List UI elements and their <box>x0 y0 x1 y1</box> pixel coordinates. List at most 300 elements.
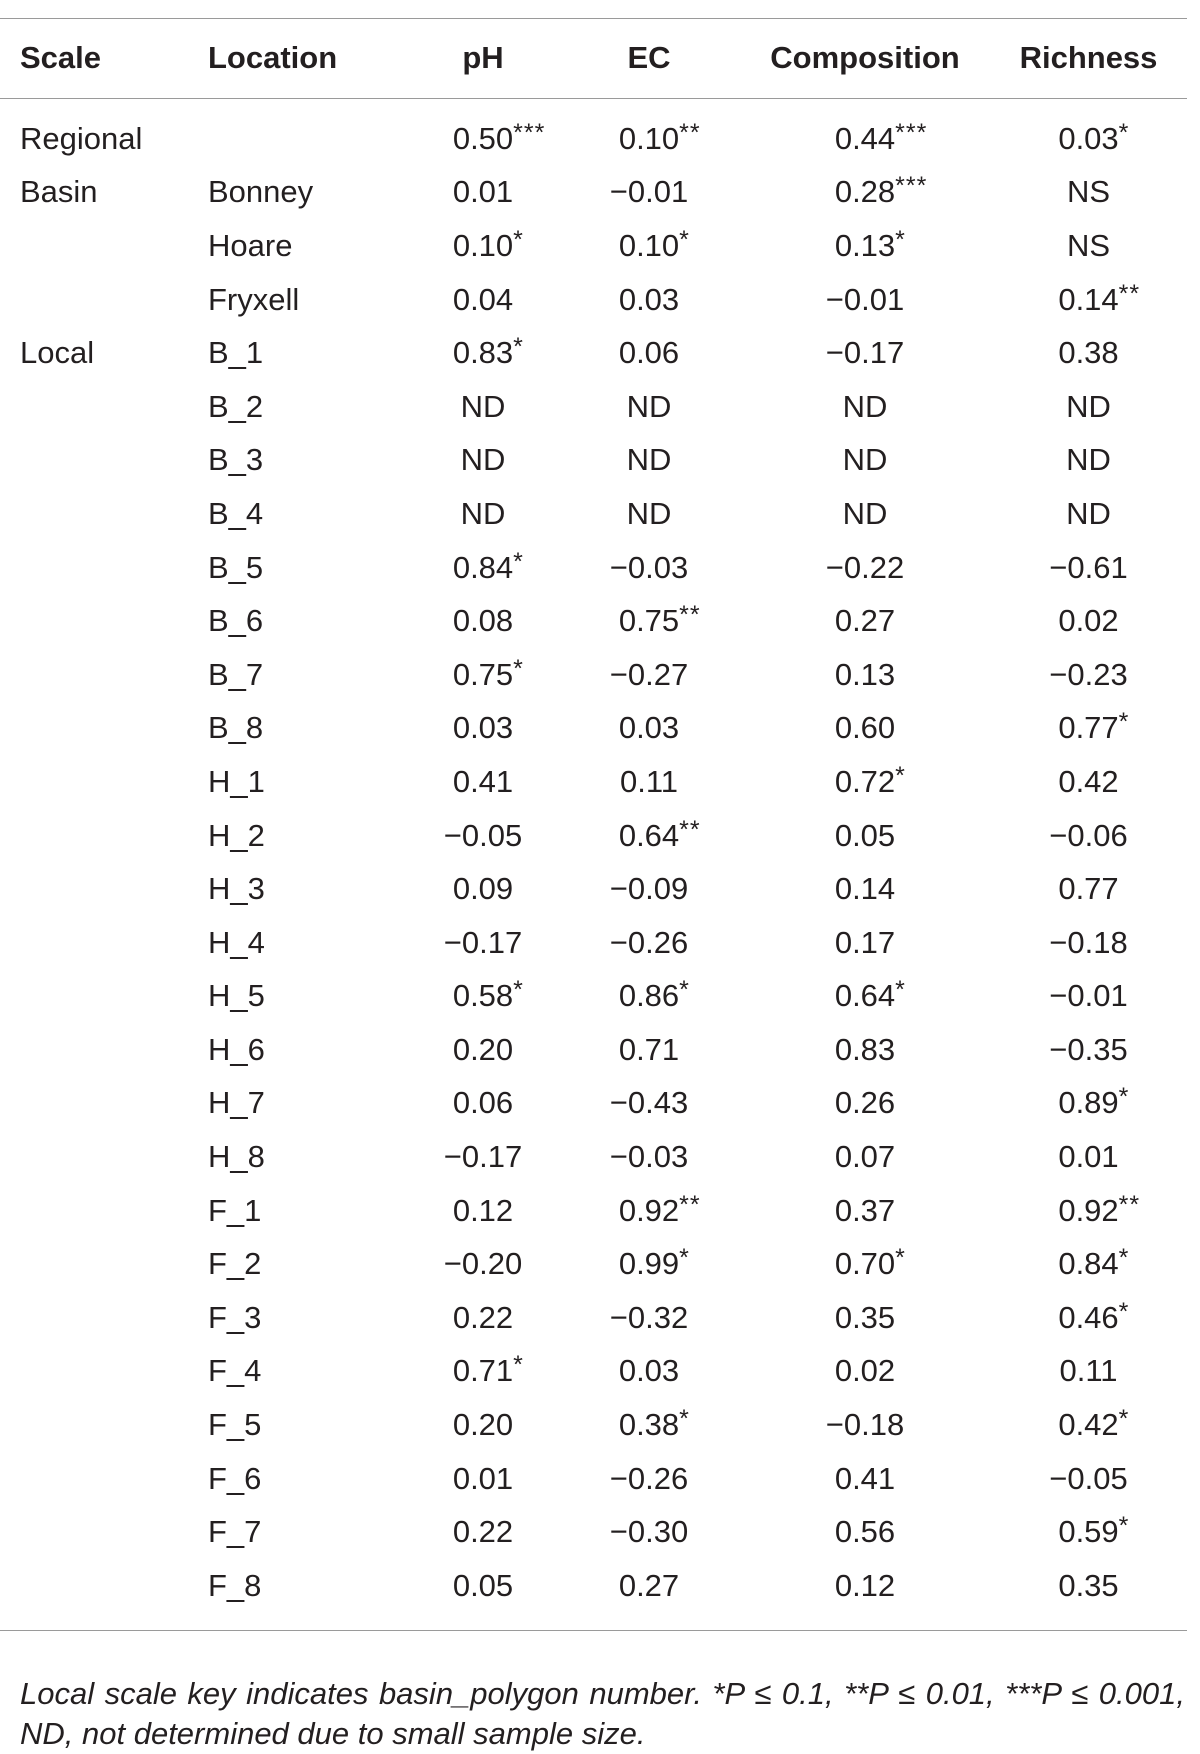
cell-scale <box>0 755 208 809</box>
cell-ec <box>558 1291 740 1345</box>
cell-scale <box>0 380 208 434</box>
cell-ec <box>558 809 740 863</box>
cell-richness-significance: * <box>1118 708 1130 737</box>
cell-ec <box>558 648 740 702</box>
cell-ph <box>408 98 558 166</box>
cell-scale <box>0 970 208 1024</box>
cell-richness-content <box>1058 1139 1118 1175</box>
cell-richness-value: 0.59 <box>1058 1514 1119 1550</box>
cell-ec-significance: * <box>679 976 690 1005</box>
table-row <box>0 648 1187 702</box>
cell-richness-value: 0.02 <box>1058 603 1119 639</box>
correlation-table <box>0 18 1187 1613</box>
cell-ph-value: 0.05 <box>452 1567 514 1603</box>
cell-richness-content <box>1058 1568 1118 1604</box>
cell-ph <box>408 1291 558 1345</box>
cell-ec-content <box>618 1190 701 1229</box>
cell-richness-significance: ** <box>1118 279 1141 308</box>
table-row <box>0 702 1187 756</box>
cell-scale <box>0 1452 208 1506</box>
cell-ec <box>558 487 740 541</box>
cell-composition <box>740 1398 990 1452</box>
cell-scale <box>0 594 208 648</box>
cell-scale: Basin <box>20 174 98 210</box>
cell-richness <box>990 702 1187 756</box>
cell-ph-content <box>453 1514 513 1550</box>
cell-ph <box>408 809 558 863</box>
cell-ec <box>558 916 740 970</box>
cell-ec <box>558 970 740 1024</box>
cell-composition <box>740 702 990 756</box>
cell-ph-significance: * <box>513 333 524 362</box>
header-composition: Composition <box>770 40 960 75</box>
cell-composition-content <box>834 118 928 157</box>
cell-richness-content <box>1049 550 1127 586</box>
cell-richness-value: NS <box>1066 227 1111 263</box>
cell-ph-content <box>453 871 513 907</box>
cell-ec-content <box>610 925 688 961</box>
cell-ec <box>558 380 740 434</box>
cell-composition-content <box>826 282 904 318</box>
cell-location: H_3 <box>208 871 265 907</box>
cell-ph-value: 0.03 <box>452 710 514 746</box>
cell-richness-value: −0.06 <box>1049 817 1128 853</box>
table-row <box>0 219 1187 273</box>
cell-richness-content <box>1066 442 1111 478</box>
cell-ec-value: 0.03 <box>618 281 680 317</box>
header-scale: Scale <box>20 40 102 75</box>
cell-ph <box>408 273 558 327</box>
cell-ph-value: ND <box>460 495 506 531</box>
cell-composition-value: 0.12 <box>834 1567 896 1603</box>
cell-composition-content <box>835 1300 895 1336</box>
cell-richness-value: 0.89 <box>1058 1085 1119 1121</box>
cell-location: B_6 <box>208 603 264 639</box>
cell-scale <box>0 1023 208 1077</box>
table-bottom-rule <box>0 1630 1187 1631</box>
cell-ph <box>408 1237 558 1291</box>
cell-scale <box>0 1291 208 1345</box>
cell-ec-content <box>618 225 690 264</box>
cell-ec <box>558 1559 740 1613</box>
cell-composition-significance: *** <box>895 118 928 147</box>
table-row <box>0 1130 1187 1184</box>
cell-composition-value: 0.72 <box>834 763 896 799</box>
cell-scale <box>0 809 208 863</box>
cell-location: H_8 <box>208 1139 265 1175</box>
cell-richness-value: 0.42 <box>1058 763 1119 799</box>
cell-composition-content <box>834 172 928 210</box>
table-row <box>0 1077 1187 1131</box>
cell-ec-content <box>618 1244 690 1282</box>
cell-ec-content <box>610 550 688 586</box>
cell-richness-value: 0.42 <box>1058 1407 1119 1443</box>
header-ph: pH <box>462 40 504 75</box>
cell-composition-content <box>843 389 888 425</box>
cell-ec-content <box>610 1139 688 1175</box>
cell-ph-significance: *** <box>513 118 546 147</box>
cell-ph-content <box>453 1461 513 1497</box>
cell-ph <box>408 1184 558 1238</box>
cell-scale <box>0 916 208 970</box>
cell-richness <box>990 1505 1187 1559</box>
cell-ec-content <box>619 1568 679 1604</box>
cell-richness <box>990 434 1187 488</box>
cell-composition-value: 0.28 <box>834 174 896 210</box>
cell-composition-value: 0.13 <box>834 656 896 692</box>
cell-ph-value: −0.17 <box>443 924 523 960</box>
cell-composition-content <box>835 925 895 961</box>
cell-ec-value: 0.86 <box>618 978 680 1014</box>
cell-richness <box>990 1345 1187 1399</box>
cell-ec <box>558 1505 740 1559</box>
cell-ec <box>558 326 740 380</box>
cell-ph-content <box>453 1193 513 1229</box>
cell-ec-value: −0.27 <box>609 656 689 692</box>
cell-ec-value: 0.27 <box>618 1567 680 1603</box>
cell-composition-content <box>826 550 904 586</box>
cell-ec-content <box>620 764 678 800</box>
cell-ec-content <box>619 282 679 318</box>
cell-richness-value: 0.11 <box>1059 1353 1118 1389</box>
cell-ph-content <box>453 1032 513 1068</box>
cell-ec <box>558 219 740 273</box>
header-ec: EC <box>627 40 671 75</box>
cell-ph-value: 0.41 <box>452 763 514 799</box>
cell-location: H_5 <box>208 978 265 1014</box>
cell-ec-value: 0.11 <box>619 763 679 799</box>
cell-scale <box>0 1184 208 1238</box>
cell-ec <box>558 1452 740 1506</box>
cell-ph-value: ND <box>460 388 506 424</box>
cell-ec-significance: * <box>679 1405 690 1434</box>
cell-richness-content <box>1058 603 1118 639</box>
table-footnote: Local scale key indicates basin_polygon number. *P ≤ 0.1, **P ≤ 0.01, ***P ≤ 0.001, ND, not determined due to small sample size. <box>20 1676 1185 1751</box>
cell-ph-content <box>452 976 524 1014</box>
table-row <box>0 1559 1187 1613</box>
cell-ph-content <box>453 282 513 318</box>
cell-ph-content <box>452 333 524 371</box>
table-row <box>0 434 1187 488</box>
cell-ec-value: −0.26 <box>609 924 689 960</box>
cell-ph <box>408 755 558 809</box>
cell-richness-value: ND <box>1066 442 1111 478</box>
cell-ph <box>408 1077 558 1131</box>
cell-richness-content <box>1049 657 1127 693</box>
cell-richness-content <box>1058 1244 1130 1282</box>
cell-richness-content <box>1049 925 1127 961</box>
cell-ph-value: 0.75 <box>452 656 514 692</box>
cell-composition-value: 0.05 <box>834 817 896 853</box>
cell-richness <box>990 98 1187 166</box>
cell-ph-content <box>452 225 524 264</box>
cell-ec <box>558 98 740 166</box>
cell-composition <box>740 326 990 380</box>
cell-ec <box>558 1184 740 1238</box>
cell-ec-value: −0.43 <box>609 1085 689 1121</box>
cell-composition <box>740 1345 990 1399</box>
cell-scale <box>0 648 208 702</box>
cell-composition <box>740 98 990 166</box>
cell-ec <box>558 1237 740 1291</box>
cell-composition-content <box>834 1244 906 1282</box>
cell-ph <box>408 1505 558 1559</box>
table-row <box>0 98 1187 166</box>
cell-ec-value: −0.03 <box>609 1139 689 1175</box>
cell-ph-value: ND <box>460 442 506 478</box>
cell-ec-significance: * <box>679 1244 690 1273</box>
cell-composition <box>740 219 990 273</box>
cell-ph <box>408 1452 558 1506</box>
cell-richness-value: −0.01 <box>1049 978 1128 1014</box>
cell-richness-significance: * <box>1118 1405 1130 1434</box>
table-body <box>0 98 1187 1613</box>
cell-composition <box>740 862 990 916</box>
cell-richness-value: −0.23 <box>1049 656 1128 692</box>
cell-composition-value: −0.17 <box>825 335 905 371</box>
cell-richness-content <box>1058 871 1118 907</box>
cell-scale <box>0 219 208 273</box>
cell-ec-content <box>618 1405 690 1443</box>
cell-composition <box>740 916 990 970</box>
cell-richness <box>990 326 1187 380</box>
cell-composition-value: 0.44 <box>834 120 896 156</box>
cell-scale <box>0 1505 208 1559</box>
cell-composition-content <box>835 657 895 693</box>
cell-scale <box>0 434 208 488</box>
cell-richness-value: 0.03 <box>1058 120 1119 156</box>
cell-ph-significance: * <box>513 976 524 1005</box>
cell-composition <box>740 1023 990 1077</box>
cell-ec-content <box>627 389 672 425</box>
table-row <box>0 862 1187 916</box>
table-row <box>0 487 1187 541</box>
cell-location: B_2 <box>208 388 264 424</box>
cell-ph-value: 0.84 <box>452 549 514 585</box>
cell-ph <box>408 219 558 273</box>
cell-richness-value: NS <box>1066 174 1111 210</box>
cell-composition-value: 0.02 <box>834 1353 896 1389</box>
cell-composition-value: 0.60 <box>834 710 896 746</box>
cell-ec-value: 0.10 <box>618 120 680 156</box>
cell-ph-content <box>453 1085 513 1121</box>
cell-ph-content <box>453 174 513 210</box>
cell-composition-content <box>826 335 904 371</box>
cell-richness-value: −0.05 <box>1049 1460 1128 1496</box>
cell-ec-value: −0.30 <box>609 1514 689 1550</box>
cell-ec <box>558 434 740 488</box>
cell-location: F_3 <box>208 1299 262 1335</box>
cell-ec-value: −0.03 <box>609 549 689 585</box>
cell-ph <box>408 326 558 380</box>
cell-ph-content <box>461 442 506 478</box>
cell-richness <box>990 219 1187 273</box>
cell-ph-content <box>444 925 522 961</box>
cell-scale <box>0 1077 208 1131</box>
cell-location: H_6 <box>208 1031 265 1067</box>
header-location: Location <box>208 40 338 75</box>
cell-location: B_8 <box>208 710 264 746</box>
cell-composition-value: 0.26 <box>834 1085 896 1121</box>
cell-composition-content <box>834 976 906 1014</box>
cell-composition-significance: * <box>895 225 906 254</box>
cell-composition-content <box>826 1407 904 1443</box>
cell-composition <box>740 1559 990 1613</box>
cell-ec-value: 0.03 <box>618 1353 680 1389</box>
cell-ph-value: −0.05 <box>443 817 523 853</box>
cell-richness <box>990 648 1187 702</box>
cell-composition <box>740 1077 990 1131</box>
cell-ec-content <box>619 710 679 746</box>
cell-richness-content <box>1058 279 1141 318</box>
cell-ec-content <box>610 657 688 693</box>
cell-ec-significance: ** <box>679 815 701 844</box>
cell-location: B_1 <box>208 335 264 371</box>
cell-composition <box>740 755 990 809</box>
cell-composition-value: −0.22 <box>825 549 905 585</box>
cell-ph-significance: * <box>513 225 524 254</box>
cell-richness-value: 0.92 <box>1058 1192 1119 1228</box>
cell-composition <box>740 487 990 541</box>
cell-composition-value: 0.14 <box>834 871 896 907</box>
cell-ph-value: 0.20 <box>452 1407 514 1443</box>
cell-ph-value: −0.17 <box>443 1139 523 1175</box>
cell-composition <box>740 1452 990 1506</box>
cell-ph <box>408 1398 558 1452</box>
cell-richness <box>990 1398 1187 1452</box>
table-row <box>0 1345 1187 1399</box>
cell-ec-value: −0.09 <box>609 871 689 907</box>
cell-location <box>208 98 408 166</box>
cell-ec <box>558 541 740 595</box>
cell-ph-value: 0.71 <box>452 1353 514 1389</box>
cell-richness-value: 0.38 <box>1058 335 1119 371</box>
cell-richness-content <box>1058 1190 1141 1229</box>
cell-ph <box>408 916 558 970</box>
cell-ph <box>408 166 558 220</box>
cell-composition-content <box>835 1193 895 1229</box>
cell-composition-content <box>835 818 895 854</box>
cell-ec-value: 0.10 <box>618 227 680 263</box>
cell-ph-value: 0.83 <box>452 335 514 371</box>
cell-ec-value: 0.06 <box>618 335 680 371</box>
cell-composition-content <box>835 1085 895 1121</box>
cell-ph-value: 0.06 <box>452 1085 514 1121</box>
cell-location: F_7 <box>208 1514 262 1550</box>
cell-richness-value: 0.84 <box>1058 1246 1119 1282</box>
cell-richness-content <box>1049 978 1127 1014</box>
cell-composition <box>740 1291 990 1345</box>
table-row <box>0 1291 1187 1345</box>
cell-ph-value: 0.58 <box>452 978 514 1014</box>
table-row <box>0 916 1187 970</box>
cell-ec-content <box>619 335 679 371</box>
cell-richness-value: 0.01 <box>1058 1139 1119 1175</box>
cell-ec-content <box>610 871 688 907</box>
table-row <box>0 541 1187 595</box>
cell-richness-value: 0.14 <box>1058 281 1119 317</box>
cell-ph-value: 0.04 <box>452 281 514 317</box>
cell-richness-value: ND <box>1066 388 1111 424</box>
cell-ph-content <box>453 764 513 800</box>
cell-scale <box>0 273 208 327</box>
cell-ph-content <box>452 547 524 586</box>
cell-richness-content <box>1049 1032 1127 1068</box>
cell-richness <box>990 380 1187 434</box>
cell-ec <box>558 1077 740 1131</box>
cell-ec-value: 0.99 <box>618 1246 680 1282</box>
cell-richness <box>990 970 1187 1024</box>
table-row <box>0 1023 1187 1077</box>
cell-composition <box>740 273 990 327</box>
cell-richness <box>990 594 1187 648</box>
cell-composition-significance: * <box>895 761 906 790</box>
cell-richness <box>990 487 1187 541</box>
table-row <box>0 1398 1187 1452</box>
cell-ph <box>408 648 558 702</box>
cell-ec-content <box>610 1085 688 1121</box>
cell-ec-content <box>618 118 701 157</box>
cell-ph-value: 0.08 <box>452 603 514 639</box>
cell-ec-content <box>610 174 688 210</box>
cell-ec-content <box>627 442 672 478</box>
cell-richness <box>990 166 1187 220</box>
cell-ec-value: −0.01 <box>609 174 689 210</box>
cell-composition <box>740 166 990 220</box>
cell-ec-content <box>618 976 690 1014</box>
cell-richness <box>990 1023 1187 1077</box>
cell-ph-value: 0.01 <box>452 1460 514 1496</box>
cell-composition-content <box>834 225 906 264</box>
cell-richness <box>990 862 1187 916</box>
table-row <box>0 1184 1187 1238</box>
cell-ph <box>408 1345 558 1399</box>
cell-ph-content <box>444 1246 522 1282</box>
cell-richness-significance: ** <box>1118 1190 1141 1219</box>
cell-ph <box>408 487 558 541</box>
cell-composition <box>740 1505 990 1559</box>
cell-ph-content <box>444 818 522 854</box>
cell-ec-significance: ** <box>679 601 701 630</box>
cell-composition <box>740 380 990 434</box>
cell-ph-value: 0.20 <box>452 1031 514 1067</box>
cell-composition-value: 0.83 <box>834 1031 896 1067</box>
table-row <box>0 594 1187 648</box>
cell-ph <box>408 594 558 648</box>
cell-richness-value: −0.18 <box>1049 924 1128 960</box>
cell-richness-value: ND <box>1066 495 1111 531</box>
cell-ec-content <box>610 1300 688 1336</box>
cell-ec-content <box>627 496 672 532</box>
cell-ec-content <box>618 815 701 854</box>
cell-ph-significance: * <box>513 1351 524 1380</box>
cell-composition-content <box>835 1461 895 1497</box>
cell-richness-content <box>1058 118 1130 157</box>
table-row <box>0 273 1187 327</box>
cell-ph-value: 0.22 <box>452 1299 514 1335</box>
cell-ec-content <box>619 1353 679 1389</box>
cell-location: F_4 <box>208 1353 262 1389</box>
cell-richness-significance: * <box>1118 1512 1130 1541</box>
cell-location: Bonney <box>208 174 314 210</box>
cell-ec-value: 0.92 <box>618 1192 680 1228</box>
cell-ec-value: 0.38 <box>618 1407 680 1443</box>
cell-ph <box>408 380 558 434</box>
cell-ec <box>558 755 740 809</box>
table-row <box>0 1237 1187 1291</box>
cell-composition-value: 0.56 <box>834 1514 896 1550</box>
table-header-row <box>0 18 1187 98</box>
